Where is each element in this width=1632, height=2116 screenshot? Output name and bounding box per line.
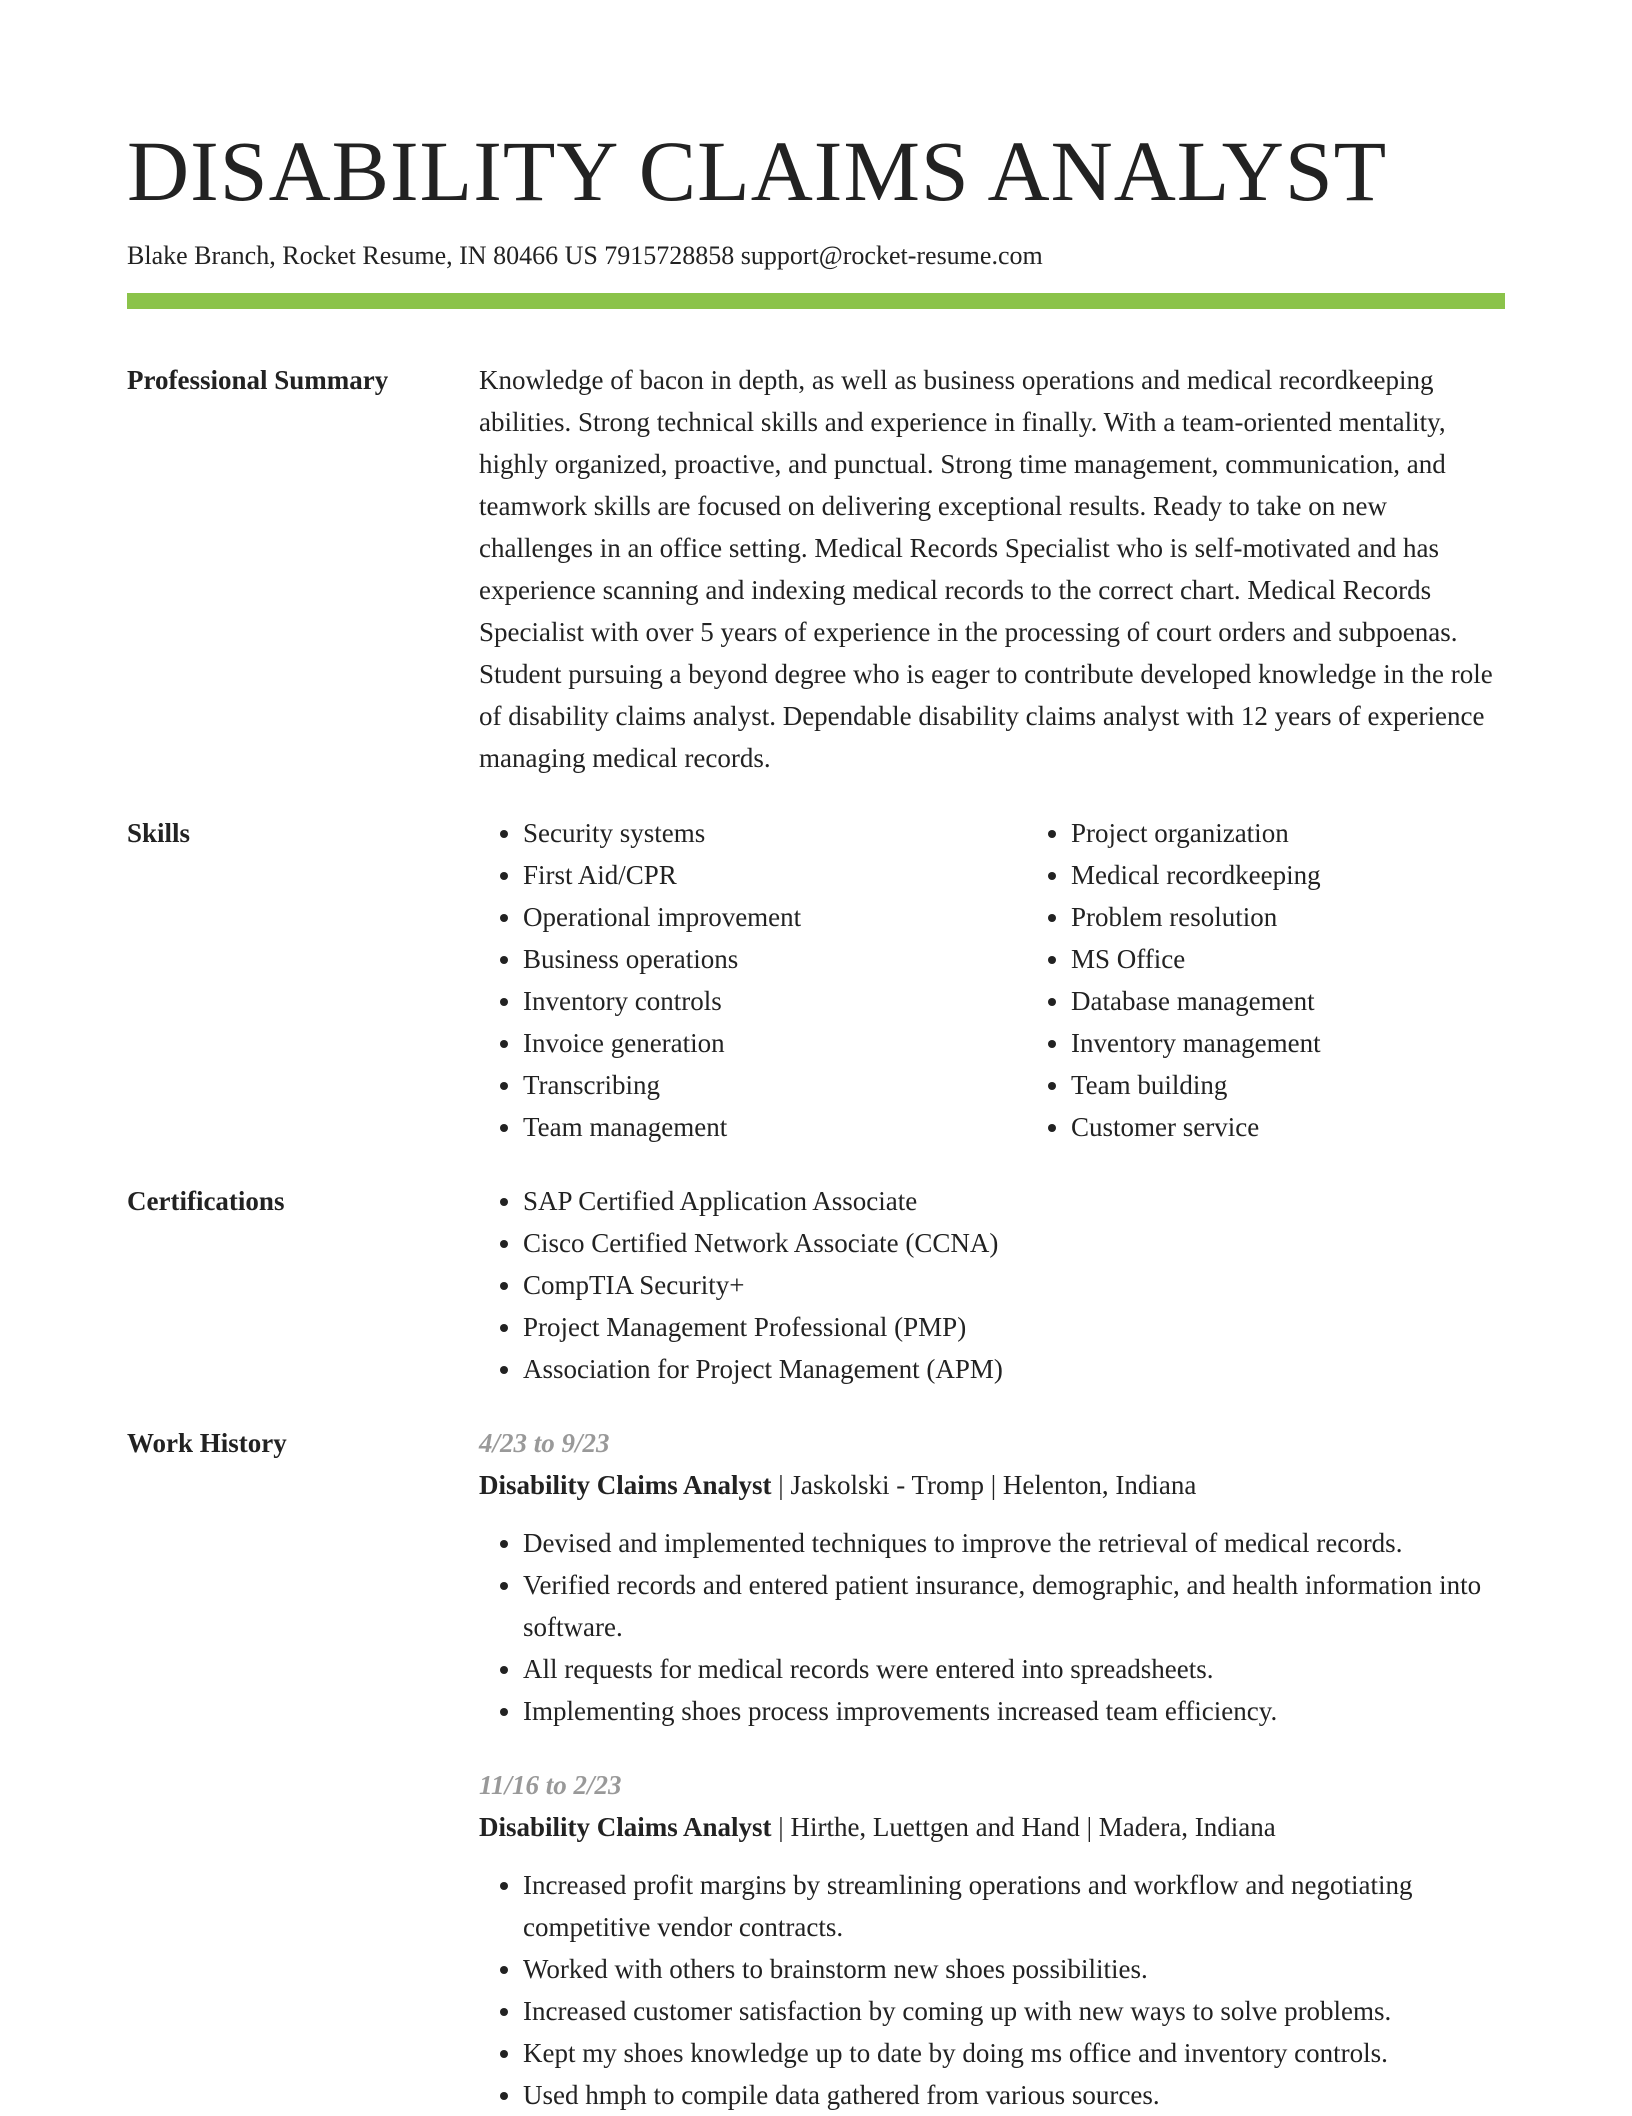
list-item: • Inventory controls [523, 980, 1027, 1022]
job-details: | Jaskolski - Tromp | Helenton, Indiana [771, 1470, 1197, 1500]
certifications-list [479, 1180, 1505, 1390]
header-divider [127, 293, 1505, 309]
list-item: • Team building [1071, 1064, 1575, 1106]
list-item: • Operational improvement [523, 896, 1027, 938]
list-item: • Project organization [1071, 812, 1575, 854]
job-bullets [479, 1522, 1505, 1732]
list-item: • SAP Certified Application Associate [523, 1180, 1505, 1222]
list-item: • All requests for medical records were entered into spreadsheets. [523, 1648, 1505, 1690]
summary-text: Knowledge of bacon in depth, as well as business operations and medical recordkeeping abilities. Strong technical skills and experience in finally. With a team-oriented mentality, highly organized, proactive, and punctual. Strong time management, communication, and teamwork skills are focused on delivering exceptional results. Ready to take on new challenges in an office setting. Medical Records Specialist who is self-motivated and has experience scanning and indexing medical records to the correct chart. Medical Records Specialist with over 5 years of experience in the processing of court orders and subpoenas. Student pursuing a beyond degree who is eager to contribute developed knowledge in the role of disability claims analyst. Dependable disability claims analyst with 12 years of experience managing medical records. [479, 365, 1493, 773]
list-item: • Inventory management [1071, 1022, 1575, 1064]
job-title-line [479, 1464, 1505, 1506]
section-label-summary: Professional Summary [127, 365, 389, 395]
summary-section [127, 359, 1505, 779]
section-label-certifications: Certifications [127, 1186, 285, 1216]
job-title: Disability Claims Analyst [479, 1470, 772, 1500]
list-item: • Devised and implemented techniques to improve the retrieval of medical records. [523, 1522, 1505, 1564]
section-label-skills: Skills [127, 818, 191, 848]
list-item: • Increased profit margins by streamlining operations and workflow and negotiating competitive vendor contracts. [523, 1864, 1505, 1948]
list-item: • Database management [1071, 980, 1575, 1022]
list-item: • CompTIA Security+ [523, 1264, 1505, 1306]
list-item: • Problem resolution [1071, 896, 1575, 938]
list-item: • Verified records and entered patient insurance, demographic, and health information into software. [523, 1564, 1505, 1648]
work-history-body [479, 1422, 1505, 2116]
job-entry [479, 1422, 1505, 1732]
job-dates: 11/16 to 2/23 [479, 1770, 622, 1800]
list-item: • Customer service [1071, 1106, 1575, 1148]
job-title-line [479, 1806, 1505, 1848]
list-item: • Used hmph to compile data gathered from various sources. [523, 2074, 1505, 2116]
section-label-work-history: Work History [127, 1428, 287, 1458]
summary-body [479, 359, 1505, 779]
list-item: • Business operations [523, 938, 1027, 980]
contact-line: Blake Branch, Rocket Resume, IN 80466 US 7915728858 support@rocket-resume.com [127, 241, 1043, 270]
job-entry [479, 1764, 1505, 2116]
skills-list-right [1027, 812, 1575, 1148]
list-item: • Implementing shoes process improvements increased team efficiency. [523, 1690, 1505, 1732]
certifications-body [479, 1180, 1505, 1390]
list-item: • Project Management Professional (PMP) [523, 1306, 1505, 1348]
job-title: Disability Claims Analyst [479, 1812, 772, 1842]
list-item: • Medical recordkeeping [1071, 854, 1575, 896]
list-item: • Security systems [523, 812, 1027, 854]
job-dates: 4/23 to 9/23 [479, 1428, 610, 1458]
job-bullets [479, 1864, 1505, 2116]
list-item: • Transcribing [523, 1064, 1027, 1106]
skills-list-left [479, 812, 1027, 1148]
list-item: • Association for Project Management (APM) [523, 1348, 1505, 1390]
resume-title: DISABILITY CLAIMS ANALYST [127, 123, 1388, 219]
list-item: • MS Office [1071, 938, 1575, 980]
skills-columns [479, 812, 1575, 1148]
skills-section [127, 812, 1505, 1148]
list-item: • Kept my shoes knowledge up to date by doing ms office and inventory controls. [523, 2032, 1505, 2074]
job-details: | Hirthe, Luettgen and Hand | Madera, Indiana [771, 1812, 1276, 1842]
list-item: • Invoice generation [523, 1022, 1027, 1064]
certifications-section [127, 1180, 1505, 1390]
list-item: • Worked with others to brainstorm new shoes possibilities. [523, 1948, 1505, 1990]
list-item: • Team management [523, 1106, 1027, 1148]
list-item: • Cisco Certified Network Associate (CCNA) [523, 1222, 1505, 1264]
list-item: • First Aid/CPR [523, 854, 1027, 896]
list-item: • Increased customer satisfaction by coming up with new ways to solve problems. [523, 1990, 1505, 2032]
work-history-section [127, 1422, 1505, 2116]
